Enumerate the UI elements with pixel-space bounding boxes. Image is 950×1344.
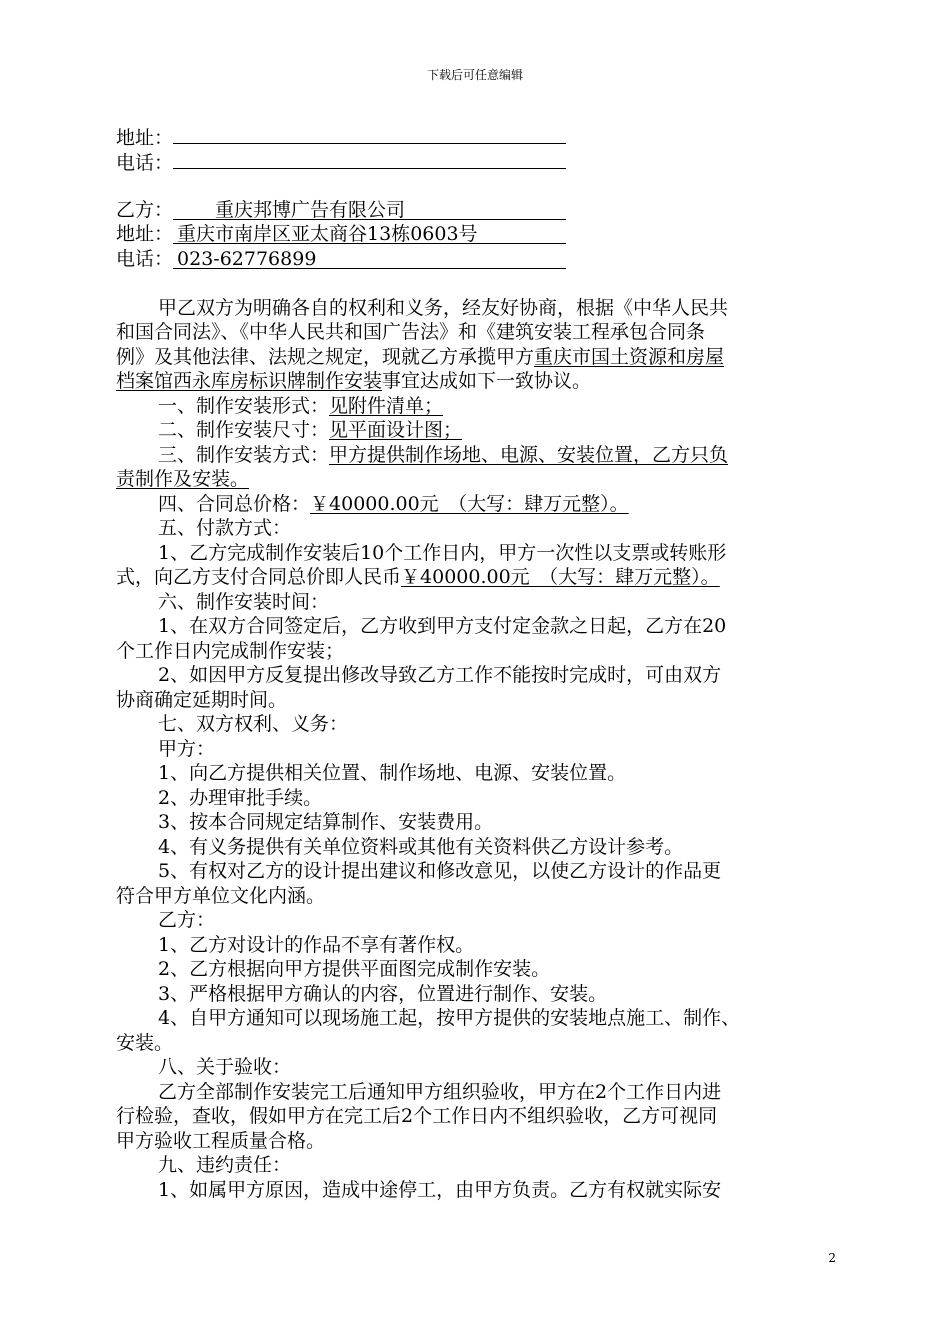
spacer [116, 173, 841, 198]
party-b-label: 乙方： [116, 198, 174, 221]
page-number: 2 [828, 1251, 836, 1265]
clause-value: 见附件清单； [329, 394, 444, 417]
contract-body [116, 124, 841, 1202]
intro-line: 和国合同法》、《中华人民共和国广告法》和《建筑安装工程承包合同条 [116, 321, 706, 343]
party-b-address-row [116, 222, 841, 247]
clause-text: 行检验，查收，假如甲方在完工后2个工作日内不组织验收，乙方可视同 [116, 1105, 718, 1127]
clause-text: 2、办理审批手续。 [158, 786, 323, 809]
clause-text: 协商确定延期时间。 [116, 688, 288, 711]
clause-5-title: 五、付款方式： [158, 517, 292, 539]
clause-label: 一、制作安装形式： [158, 394, 330, 417]
clause-text: 3、按本合同规定结算制作、安装费用。 [158, 811, 494, 833]
clause-value: 见平面设计图； [329, 419, 463, 441]
clause-text: 3、严格根据甲方确认的内容，位置进行制作、安装。 [158, 982, 608, 1005]
party-b-name-row [116, 198, 841, 223]
address-label: 地址： [116, 127, 174, 149]
clause-1 [116, 394, 841, 419]
clause-text: 1、乙方完成制作安装后10个工作日内，甲方一次性以支票或转账形 [158, 541, 727, 564]
party-a-phone-row [116, 149, 841, 174]
clause-text-part: 式，向乙方支付合同总价即人民币 [116, 566, 402, 588]
clause-label: 二、制作安装尺寸： [158, 419, 330, 441]
address-label: 地址： [116, 223, 174, 245]
clause-text: 甲方验收工程质量合格。 [116, 1129, 326, 1152]
intro-line [116, 345, 841, 370]
clause-value: 责制作及安装。 [116, 468, 250, 490]
party-a-phone-field [173, 149, 566, 169]
page-header: 下载后可任意编辑 [426, 68, 523, 82]
intro-text: 例》及其他法律、法规之规定，现就乙方承揽甲方 [116, 345, 535, 368]
clause-text: 5、有权对乙方的设计提出建议和修改意见，以使乙方设计的作品更 [158, 860, 722, 882]
clause-text: 1、向乙方提供相关位置、制作场地、电源、安装位置。 [158, 762, 627, 784]
party-a-address-field [173, 124, 566, 144]
intro-line: 甲乙双方为明确各自的权利和义务，经友好协商，根据《中华人民共 [158, 296, 729, 319]
party-a-subtitle: 甲方： [158, 737, 216, 760]
clause-2 [116, 418, 841, 443]
clause-text: 1、在双方合同签定后，乙方收到甲方支付定金款之日起，乙方在20 [158, 615, 727, 637]
clause-4 [116, 492, 841, 517]
party-b-phone-row [116, 247, 841, 272]
clause-text: 1、乙方对设计的作品不享有著作权。 [158, 933, 475, 956]
clause-text: 个工作日内完成制作安装； [116, 639, 345, 662]
clause-text [116, 565, 841, 590]
payment-amount: ￥40000.00元 （大写：肆万元整）。 [401, 566, 720, 588]
clause-text: 安装。 [116, 1031, 174, 1054]
clause-text: 乙方全部制作安装完工后通知甲方组织验收，甲方在2个工作日内进 [158, 1080, 722, 1103]
phone-label: 电话： [116, 151, 174, 174]
clause-text: 1、如属甲方原因，造成中途停工，由甲方负责。乙方有权就实际安 [158, 1178, 722, 1201]
project-name: 档案馆西永库房标识牌制作安装 [116, 370, 383, 392]
intro-line [116, 369, 841, 394]
clause-6-title: 六、制作安装时间： [158, 590, 330, 613]
clause-7-title: 七、双方权利、义务： [158, 713, 349, 735]
clause-3 [116, 443, 841, 468]
spacer [116, 271, 841, 296]
contract-price: ￥40000.00元 （大写：肆万元整）。 [310, 492, 629, 515]
clause-value: 甲方提供制作场地、电源、安装位置，乙方只负 [329, 443, 729, 466]
intro-text: 事宜达成如下一致协议。 [382, 370, 592, 392]
clause-text: 4、自甲方通知可以现场施工起，按甲方提供的安装地点施工、制作、 [158, 1007, 741, 1029]
clause-text: 2、如因甲方反复提出修改导致乙方工作不能按时完成时，可由双方 [158, 664, 722, 686]
party-b-name-field: 重庆邦博广告有限公司 [173, 200, 566, 220]
party-a-address-row [116, 124, 841, 149]
phone-label: 电话： [116, 247, 174, 270]
clause-label: 三、制作安装方式： [158, 443, 330, 466]
party-b-subtitle: 乙方： [158, 909, 216, 931]
clause-3-cont [116, 467, 841, 492]
party-b-address-field: 重庆市南岸区亚太商谷13栋0603号 [173, 224, 566, 244]
project-name: 重庆市国土资源和房屋 [534, 345, 725, 368]
clause-text: 2、乙方根据向甲方提供平面图完成制作安装。 [158, 958, 551, 980]
clause-8-title: 八、关于验收： [158, 1056, 292, 1078]
party-b-phone-field: 023-62776899 [173, 249, 566, 269]
clause-text: 4、有义务提供有关单位资料或其他有关资料供乙方设计参考。 [158, 835, 684, 858]
clause-text: 符合甲方单位文化内涵。 [116, 884, 326, 907]
clause-label: 四、合同总价格： [158, 492, 311, 515]
clause-9-title: 九、违约责任： [158, 1154, 292, 1176]
